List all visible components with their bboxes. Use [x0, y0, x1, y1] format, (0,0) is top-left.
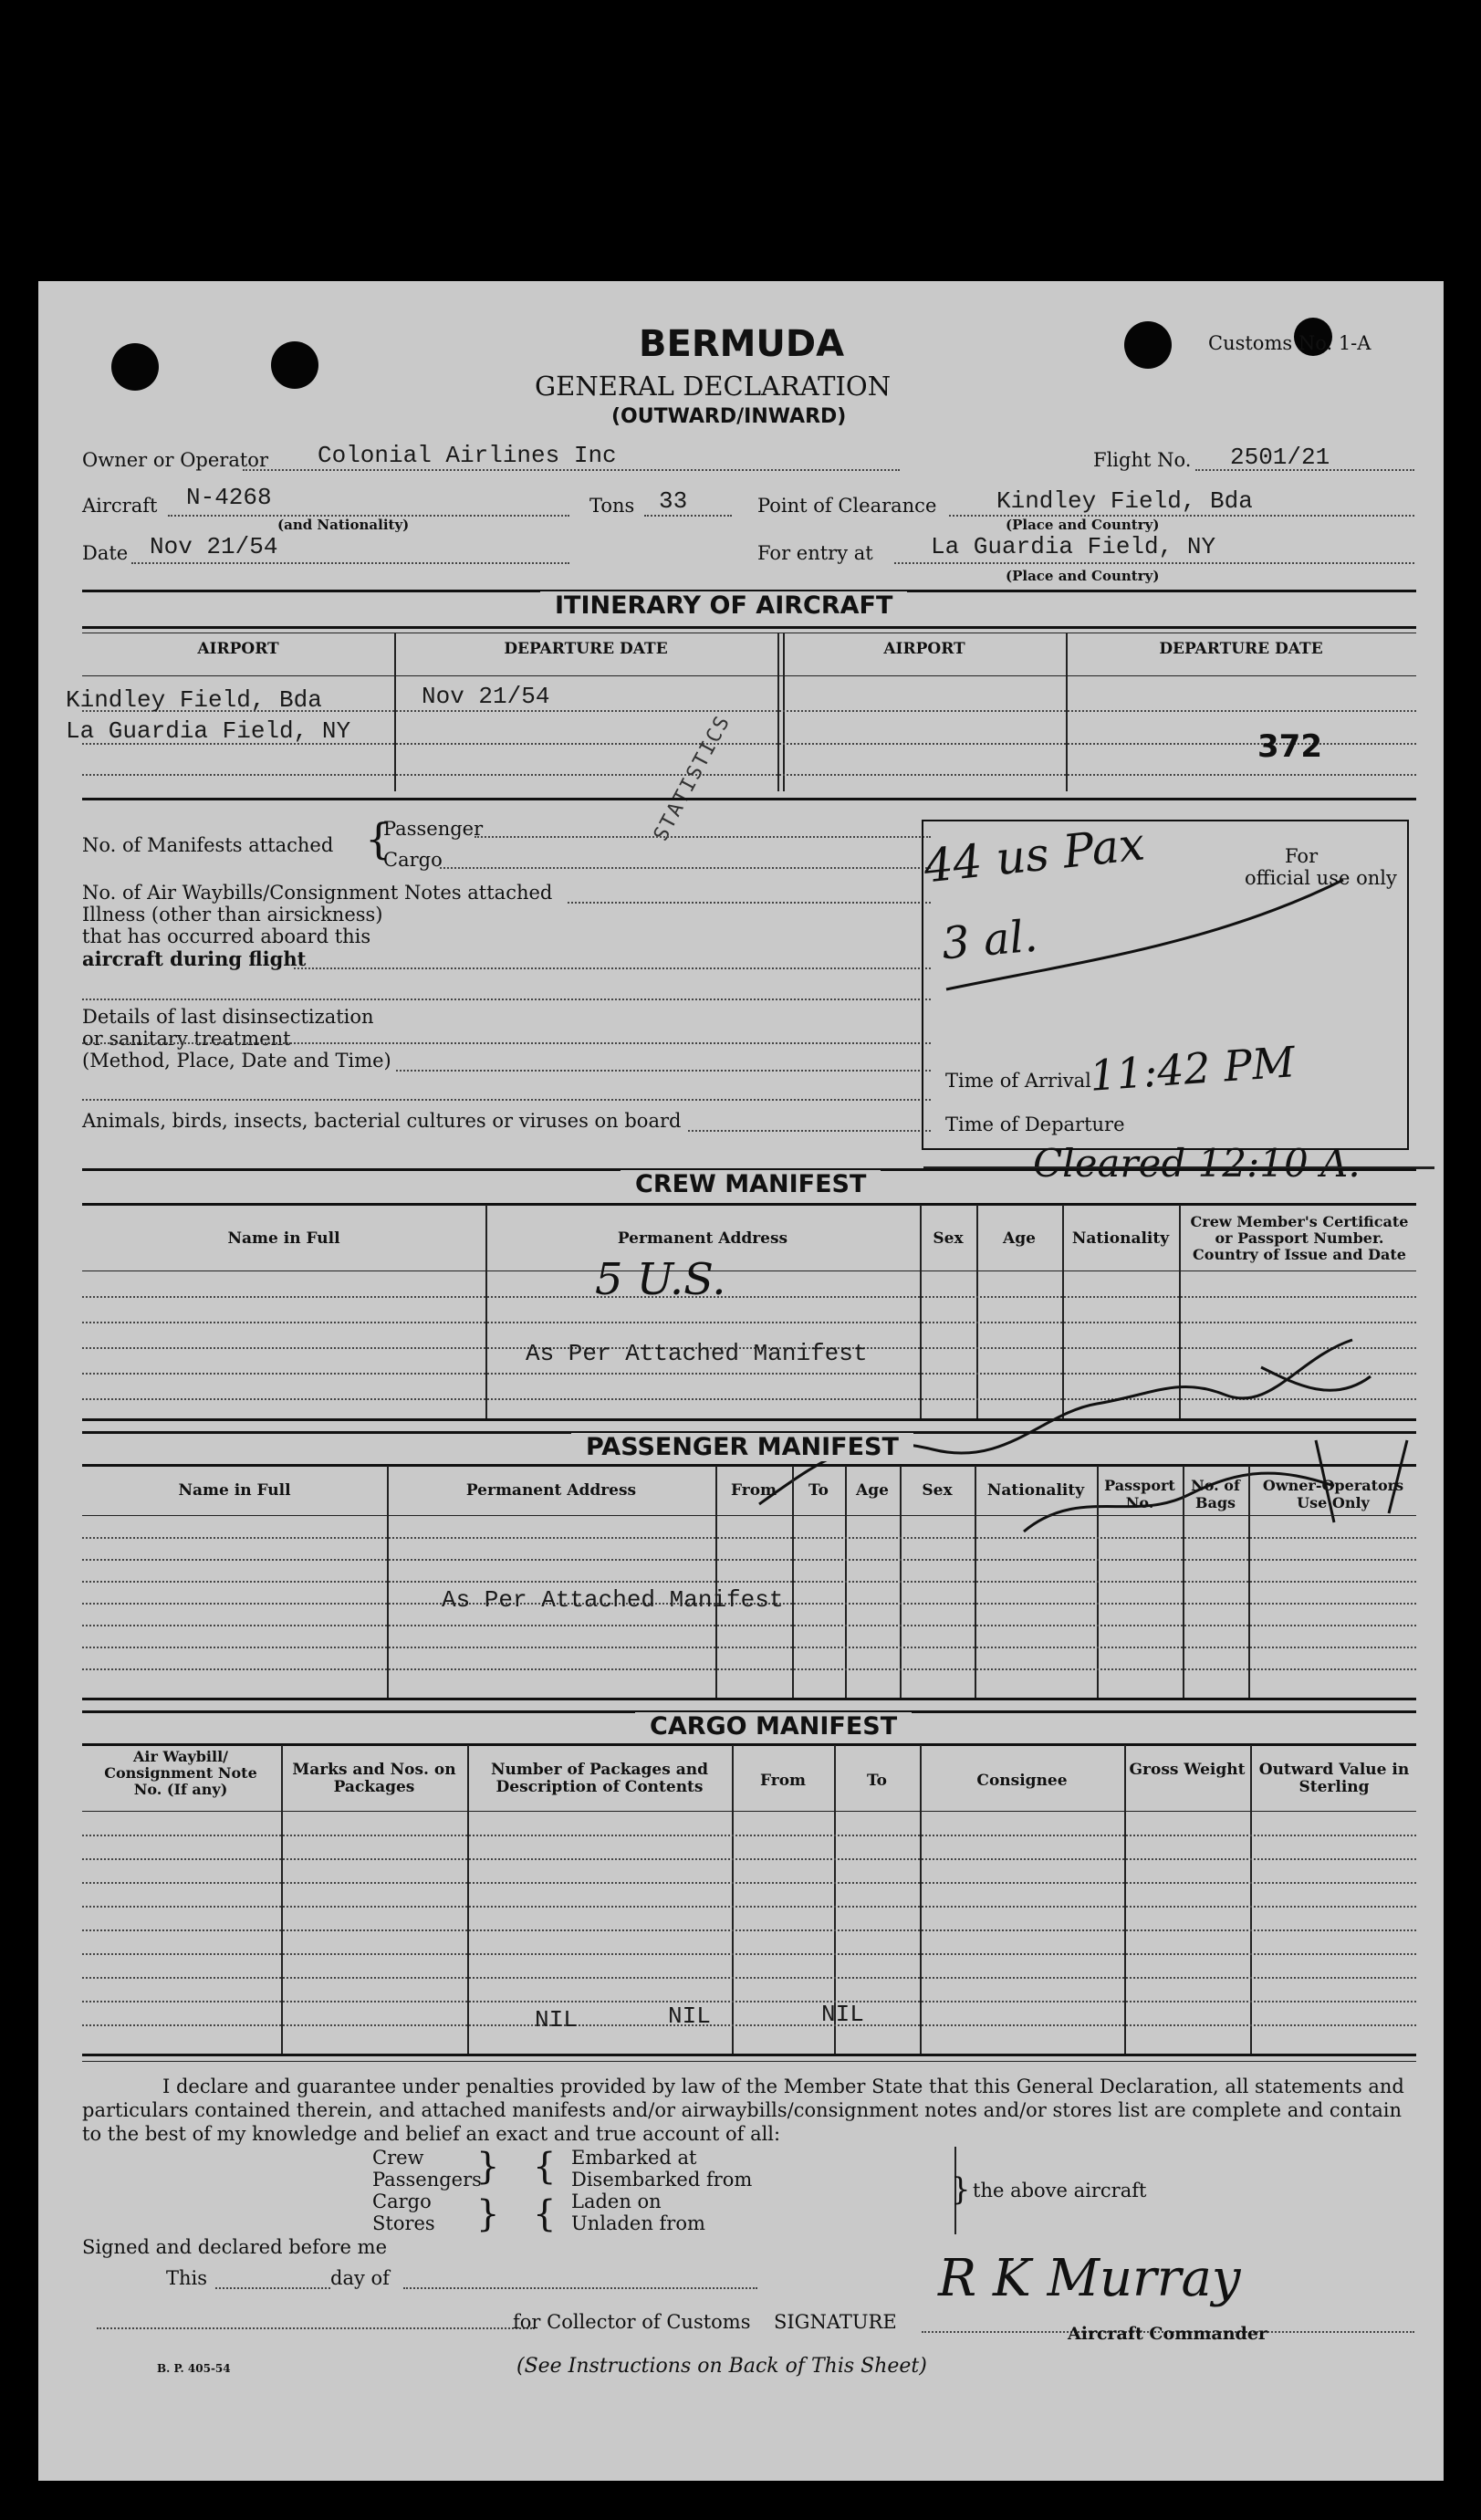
passenger-col-owner: Owner-Operators Use Only [1262, 1477, 1404, 1511]
crew-col-name: Name in Full [227, 1229, 340, 1248]
footer-laden: Laden on [571, 2191, 662, 2212]
passenger-manifest-label: Passenger [383, 818, 484, 840]
itinerary-airport-1: Kindley Field, Bda [66, 686, 322, 714]
date-value: Nov 21/54 [150, 533, 278, 560]
footer-stores: Stores [372, 2212, 435, 2234]
clearance-value: Kindley Field, Bda [996, 487, 1253, 515]
footer-embarked: Embarked at [571, 2147, 697, 2169]
footer-above-aircraft: the above aircraft [973, 2180, 1147, 2201]
itinerary-title: ITINERARY OF AIRCRAFT [540, 591, 907, 620]
punch-hole [111, 343, 159, 391]
passenger-col-nationality: Nationality [986, 1481, 1085, 1500]
passenger-col-sex: Sex [922, 1481, 953, 1500]
itinerary-col-airport-2: AIRPORT [883, 640, 965, 658]
passenger-note: As Per Attached Manifest [442, 1586, 784, 1614]
crew-note: As Per Attached Manifest [526, 1340, 868, 1367]
aircraft-label: Aircraft [82, 495, 158, 517]
passenger-col-age: Age [856, 1481, 889, 1500]
declaration-line-3: to the best of my knowledge and belief an exact and true account of all: [82, 2123, 781, 2145]
disinfect-line-2: or sanitary treatment [82, 1028, 291, 1050]
statistics-stamp: STATISTICS [650, 711, 735, 845]
passenger-col-bags: No. of Bags [1191, 1477, 1240, 1511]
crew-col-age: Age [1003, 1229, 1036, 1248]
footer-crew: Crew [372, 2147, 424, 2169]
entry-value: La Guardia Field, NY [931, 533, 1216, 560]
footer-cargo: Cargo [372, 2191, 432, 2212]
cargo-col-from: From [759, 1772, 807, 1790]
passenger-col-from: From [730, 1481, 777, 1500]
crew-address-hand: 5 U.S. [595, 1254, 726, 1305]
itinerary-col-airport: AIRPORT [197, 640, 279, 658]
crew-title: CREW MANIFEST [621, 1170, 881, 1198]
waybills-label: No. of Air Waybills/Consignment Notes attached [82, 882, 553, 904]
place-country-note: (Place and Country) [1006, 517, 1160, 533]
place-country-note-2: (Place and Country) [1006, 568, 1160, 584]
day-of-label: day of [330, 2267, 390, 2289]
owner-value: Colonial Airlines Inc [318, 442, 617, 469]
collector-label: for Collector of Customs [513, 2311, 751, 2333]
cleared-note: Cleared 12:10 A. [1033, 1141, 1361, 1186]
this-label: This [166, 2267, 208, 2289]
declaration-line-2: particulars contained therein, and attached manifests and/or airwaybills/consignment notes and/or stores list are complete and contain [82, 2099, 1403, 2121]
itinerary-number: 372 [1257, 728, 1322, 765]
flight-label: Flight No. [1093, 449, 1192, 471]
departure-label: Time of Departure [945, 1114, 1125, 1135]
nationality-note: (and Nationality) [277, 517, 410, 533]
crew-col-address: Permanent Address [617, 1229, 788, 1248]
passenger-title: PASSENGER MANIFEST [571, 1433, 913, 1461]
aircraft-value: N-4268 [186, 484, 272, 511]
customs-form-number: Customs No. 1-A [1208, 332, 1371, 354]
passenger-col-passport: Passport No. [1104, 1477, 1175, 1511]
cargo-col-waybill: Air Waybill/ Consignment Note No. (If any) [104, 1748, 257, 1798]
punch-hole [1124, 321, 1172, 369]
cargo-col-packages: Number of Packages and Description of Contents [491, 1761, 708, 1796]
cargo-col-to: To [866, 1772, 888, 1790]
tons-label: Tons [589, 495, 635, 517]
cargo-manifest-label: Cargo [383, 849, 443, 871]
official-for-label: For [1285, 845, 1319, 867]
owner-label: Owner or Operator [82, 449, 268, 471]
itinerary-airport-2: La Guardia Field, NY [66, 717, 351, 745]
clearance-label: Point of Clearance [757, 495, 937, 517]
crew-col-nationality: Nationality [1071, 1229, 1170, 1248]
illness-line-2: that has occurred aboard this [82, 925, 371, 947]
instructions-note: (See Instructions on Back of This Sheet) [516, 2355, 927, 2378]
manifests-label: No. of Manifests attached [82, 834, 334, 856]
form-subtitle: GENERAL DECLARATION [535, 371, 892, 402]
passenger-col-to: To [808, 1481, 829, 1500]
official-use-label: official use only [1245, 867, 1397, 889]
cargo-col-value: Outward Value in Sterling [1258, 1761, 1410, 1796]
cargo-col-consignee: Consignee [976, 1772, 1068, 1790]
cargo-col-weight: Gross Weight [1129, 1761, 1246, 1779]
footer-passengers: Passengers [372, 2169, 482, 2191]
form-code: B. P. 405-54 [157, 2362, 231, 2375]
declaration-line-1: I declare and guarantee under penalties provided by law of the Member State that this General Declaration, all statements and [162, 2076, 1404, 2097]
signature-label: SIGNATURE [774, 2311, 897, 2333]
cargo-nil-1: NIL [535, 2006, 578, 2034]
cargo-title: CARGO MANIFEST [635, 1712, 912, 1741]
official-handwriting-2: 3 al. [939, 910, 1040, 970]
commander-label: Aircraft Commander [1068, 2324, 1267, 2344]
disinfect-line-1: Details of last disinsectization [82, 1006, 374, 1028]
tons-value: 33 [659, 487, 688, 515]
disinfect-line-3: (Method, Place, Date and Time) [82, 1050, 391, 1072]
itinerary-col-departure-2: DEPARTURE DATE [1159, 640, 1323, 658]
passenger-col-address: Permanent Address [465, 1481, 637, 1500]
signed-before: Signed and declared before me [82, 2236, 388, 2258]
date-label: Date [82, 542, 129, 564]
footer-unladen: Unladen from [571, 2212, 705, 2234]
cargo-nil-3: NIL [821, 2001, 864, 2028]
flight-value: 2501/21 [1230, 444, 1330, 471]
declaration-sheet: BERMUDA GENERAL DECLARATION (OUTWARD/INWARD) Customs No. 1-A Owner or Operator Colonial Airlines Inc Flight No. 2501/21 Aircraft N-4268 (and Nationality) Tons 33 Point of Clearance Kindley Field, Bda (Place and Country) Date Nov 21/54 For entry at La Guardia Field, NY (Place and Country) ITINERARY OF AIRCRAFT AIRPORT DEPARTURE DATE AIRPORT DEPARTURE DATE Kindley Field, Bda Nov 21/54 La Guardia Field, NY STATISTICS 372 No. of Manifests attached { Passenger Cargo No. of Air Waybills/Consignment Notes attached Illness (other than airsickness) that has occurred aboard this aircraft during flight Details of last disinsectization or sanitary treatment (Method, Place, Date and Time) Animals, birds, insects, bacterial cultures or viruses on board For official use only 44 us Pax 3 al. Time of Arrival 11:42 PM Time of Departure Cleared 12:10 A. CREW MANIFEST Name in Full Permanent Address Sex Age Nationality Crew Member's Certificate or Passport Number. Country of Issue and Date 5 U.S. As Per Attached Manifest PASSENGER MANIFEST Name in Full Permanent Address From To Age Sex Nationality Passport No. No. of Bags Owner-Operators Use Only As Per Attached Manifest CARGO MANIFEST Air Waybill/ Consignment Note No. (If any) Marks and Nos. on Packages Number of Packages and Description of Contents From To Consignee Gross Weight Outward Value in Sterling NIL NIL NIL I declare and guarantee under penalties provided by law of the Member State that this General Declaration, all statements and particulars contained therein, and attached manifests and/or airwaybills/consignment notes and/or stores list are complete and contain to the best of my knowledge and belief an exact and true account of all: Crew Passengers } Cargo Stores } { Embarked at Disembarked from { Laden on Unladen from } the above aircraft Signed and declared before me This day of for Collector of Customs SIGNATURE R K Murray Aircraft Commander B. P. 405-54 (See Instructions on Back of This Sheet) [38, 281, 1444, 2481]
itinerary-col-departure: DEPARTURE DATE [504, 640, 668, 658]
form-direction: (OUTWARD/INWARD) [611, 405, 847, 428]
entry-label: For entry at [757, 542, 873, 564]
illness-line-3: aircraft during flight [82, 947, 307, 970]
official-handwriting-1: 44 us Pax [921, 817, 1148, 894]
cargo-nil-2: NIL [668, 2002, 711, 2030]
crew-col-certificate: Crew Member's Certificate or Passport Number. Country of Issue and Date [1190, 1213, 1409, 1263]
cargo-col-marks: Marks and Nos. on Packages [292, 1761, 456, 1796]
punch-hole [271, 341, 318, 389]
footer-disembarked: Disembarked from [571, 2169, 753, 2191]
crew-col-sex: Sex [933, 1229, 964, 1248]
form-title: BERMUDA [639, 323, 845, 365]
handwriting-stroke [939, 862, 1361, 999]
arrival-value: 11:42 PM [1088, 1037, 1297, 1101]
commander-signature: R K Murray [938, 2249, 1241, 2308]
passenger-col-name: Name in Full [178, 1481, 291, 1500]
itinerary-date-1: Nov 21/54 [422, 683, 550, 710]
arrival-label: Time of Arrival [945, 1070, 1091, 1092]
animals-label: Animals, birds, insects, bacterial cultures or viruses on board [82, 1110, 682, 1132]
illness-line-1: Illness (other than airsickness) [82, 904, 383, 925]
